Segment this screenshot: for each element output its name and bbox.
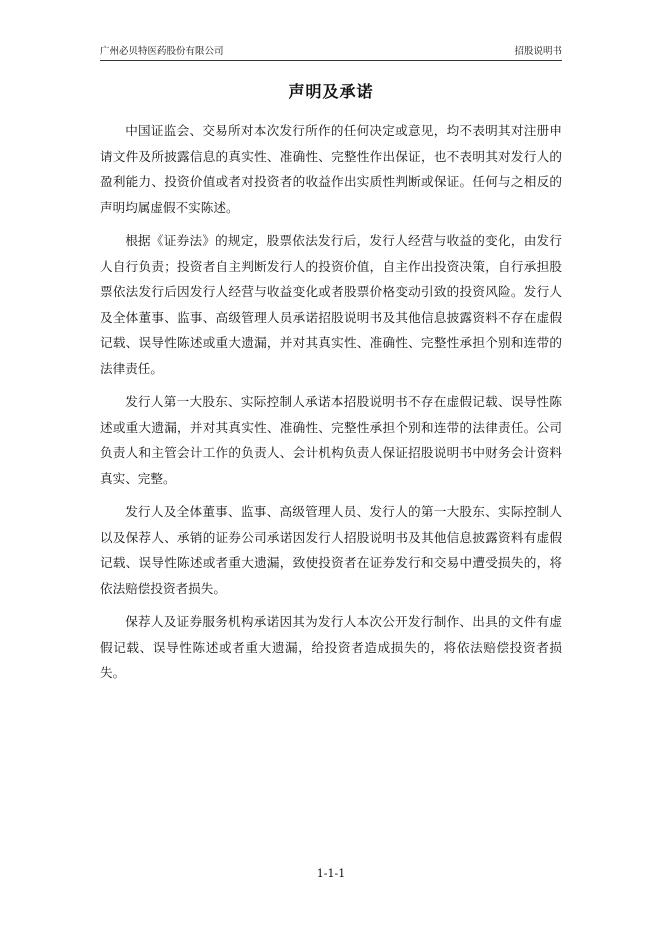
header-document-type: 招股说明书 <box>514 46 562 57</box>
page-number: 1-1-1 <box>316 867 346 880</box>
paragraph-compensation-commitment: 发行人及全体董事、监事、高级管理人员、发行人的第一大股东、实际控制人以及保荐人、承销的证券公司承诺因发行人招股说明书及其他信息披露资料有虚假记载、误导性陈述或者重大遗漏，致使投资者在证券发行和交易中遭受损失的，将依法赔偿投资者损失。 <box>100 504 562 596</box>
page-title: 声明及承诺 <box>288 82 374 101</box>
header-company-name: 广州必贝特医药股份有限公司 <box>100 46 224 57</box>
paragraph-securities-law: 根据《证券法》的规定，股票依法发行后，发行人经营与收益的变化，由发行人自行负责；投资者自主判断发行人的投资价值，自主作出投资决策，自行承担股票依法发行后因发行人经营与收益变化或者股票价格变动引致的投资风险。发行人及全体董事、监事、高级管理人员承诺招股说明书及其他信息披露资料不存在虚假记载、误导性陈述或重大遗漏，并对其真实性、准确性、完整性承担个别和连带的法律责任。 <box>100 233 562 376</box>
paragraph-csrc-disclaimer: 中国证监会、交易所对本次发行所作的任何决定或意见，均不表明其对注册申请文件及所披露信息的真实性、准确性、完整性作出保证，也不表明其对发行人的盈利能力、投资价值或者对投资者的收益作出实质性判断或保证。任何与之相反的声明均属虚假不实陈述。 <box>100 123 562 215</box>
page-header <box>100 44 562 61</box>
paragraph-sponsor-commitment: 保荐人及证券服务机构承诺因其为发行人本次公开发行制作、出具的文件有虚假记载、误导性陈述或者重大遗漏，给投资者造成损失的，将依法赔偿投资者损失。 <box>100 614 562 680</box>
paragraph-controller-commitment: 发行人第一大股东、实际控制人承诺本招股说明书不存在虚假记载、误导性陈述或重大遗漏，并对其真实性、准确性、完整性承担个别和连带的法律责任。公司负责人和主管会计工作的负责人、会计机构负责人保证招股说明书中财务会计资料真实、完整。 <box>100 394 562 486</box>
document-body <box>100 118 562 694</box>
